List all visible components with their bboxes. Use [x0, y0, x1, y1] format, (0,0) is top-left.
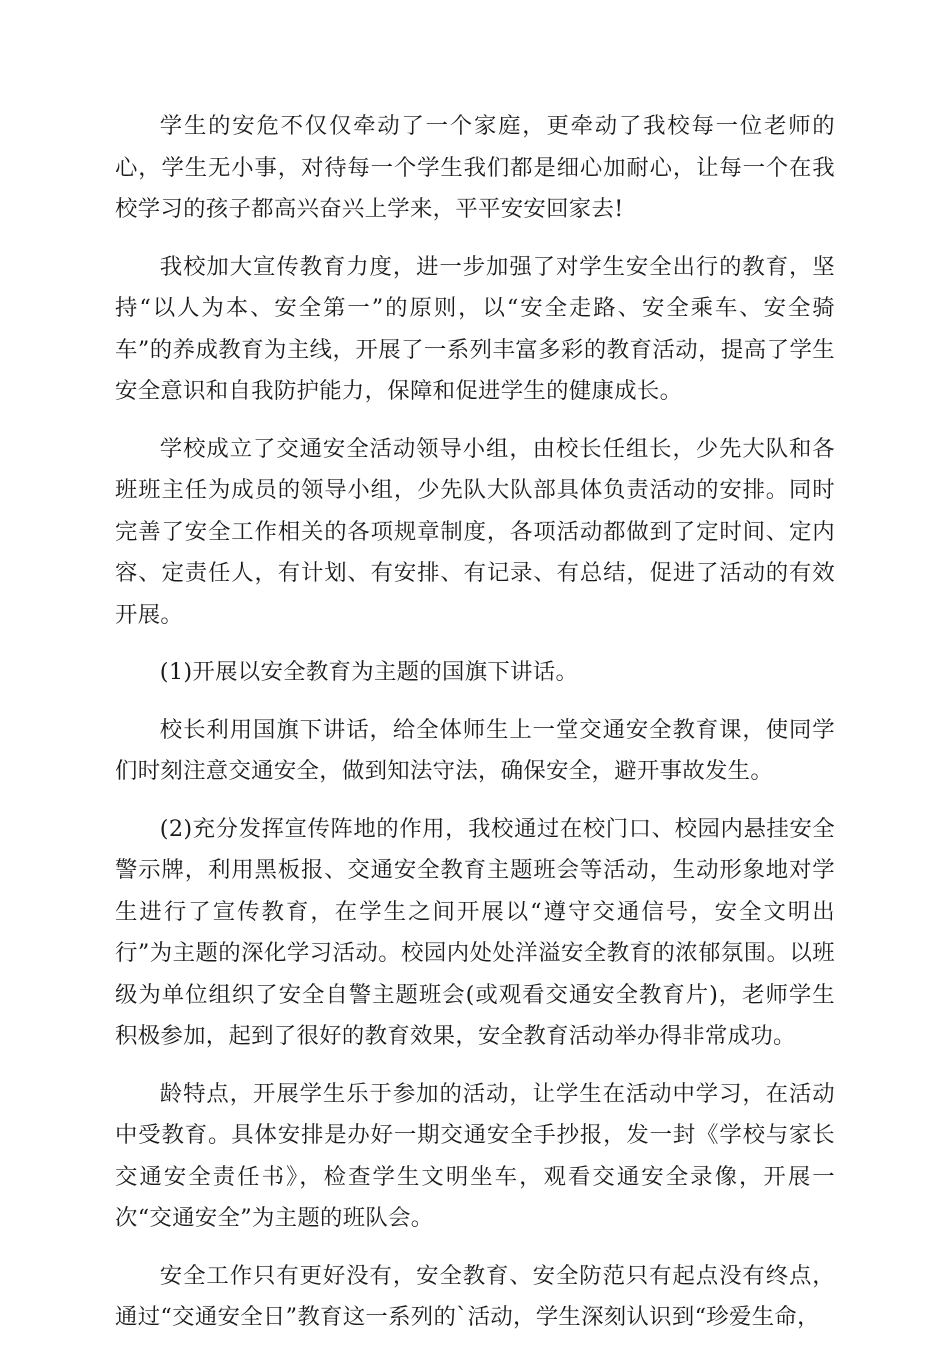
- paragraph-conclusion: 安全工作只有更好没有，安全教育、安全防范只有起点没有终点，通过“交通安全日”教育这一系列的`活动，学生深刻认识到“珍爱生命，: [115, 1262, 835, 1330]
- paragraph-flag-speech: 校长利用国旗下讲话，给全体师生上一堂交通安全教育课，使同学们时刻注意交通安全，做到知法守法，确保安全，避开事故发生。: [115, 716, 835, 784]
- paragraph-item-2-publicity: (2)充分发挥宣传阵地的作用，我校通过在校门口、校园内悬挂安全警示牌，利用黑板报、交通安全教育主题班会等活动，生动形象地对学生进行了宣传教育，在学生之间开展以“遵守交通信号，安全文明出行”为主题的深化学习活动。校园内处处洋溢安全教育的浓郁氛围。以班级为单位组织了安全自警主题班会(或观看交通安全教育片)，老师学生积极参加，起到了很好的教育效果，安全教育活动举办得非常成功。: [115, 815, 835, 1049]
- paragraph-activities: 龄特点，开展学生乐于参加的活动，让学生在活动中学习，在活动中受教育。具体安排是办好一期交通安全手抄报，发一封《学校与家长交通安全责任书》，检查学生文明坐车，观看交通安全录像，开展一次“交通安全”为主题的班队会。: [115, 1080, 835, 1231]
- paragraph-student-safety: 学生的安危不仅仅牵动了一个家庭，更牵动了我校每一位老师的心，学生无小事，对待每一个学生我们都是细心加耐心，让每一个在我校学习的孩子都高兴奋兴上学来，平平安安回家去!: [115, 113, 835, 222]
- paragraph-item-1-heading: (1)开展以安全教育为主题的国旗下讲话。: [159, 659, 579, 685]
- document-body: [115, 106, 835, 1355]
- paragraph-leadership-group: 学校成立了交通安全活动领导小组，由校长任组长，少先大队和各班班主任为成员的领导小组，少先队大队部具体负责活动的安排。同时完善了安全工作相关的各项规章制度，各项活动都做到了定时间、定内容、定责任人，有计划、有安排、有记录、有总结，促进了活动的有效开展。: [115, 435, 835, 628]
- paragraph-publicity-education: 我校加大宣传教育力度，进一步加强了对学生安全出行的教育，坚持“以人为本、安全第一”的原则，以“安全走路、安全乘车、安全骑车”的养成教育为主线，开展了一系列丰富多彩的教育活动，提高了学生安全意识和自我防护能力，保障和促进学生的健康成长。: [115, 253, 835, 404]
